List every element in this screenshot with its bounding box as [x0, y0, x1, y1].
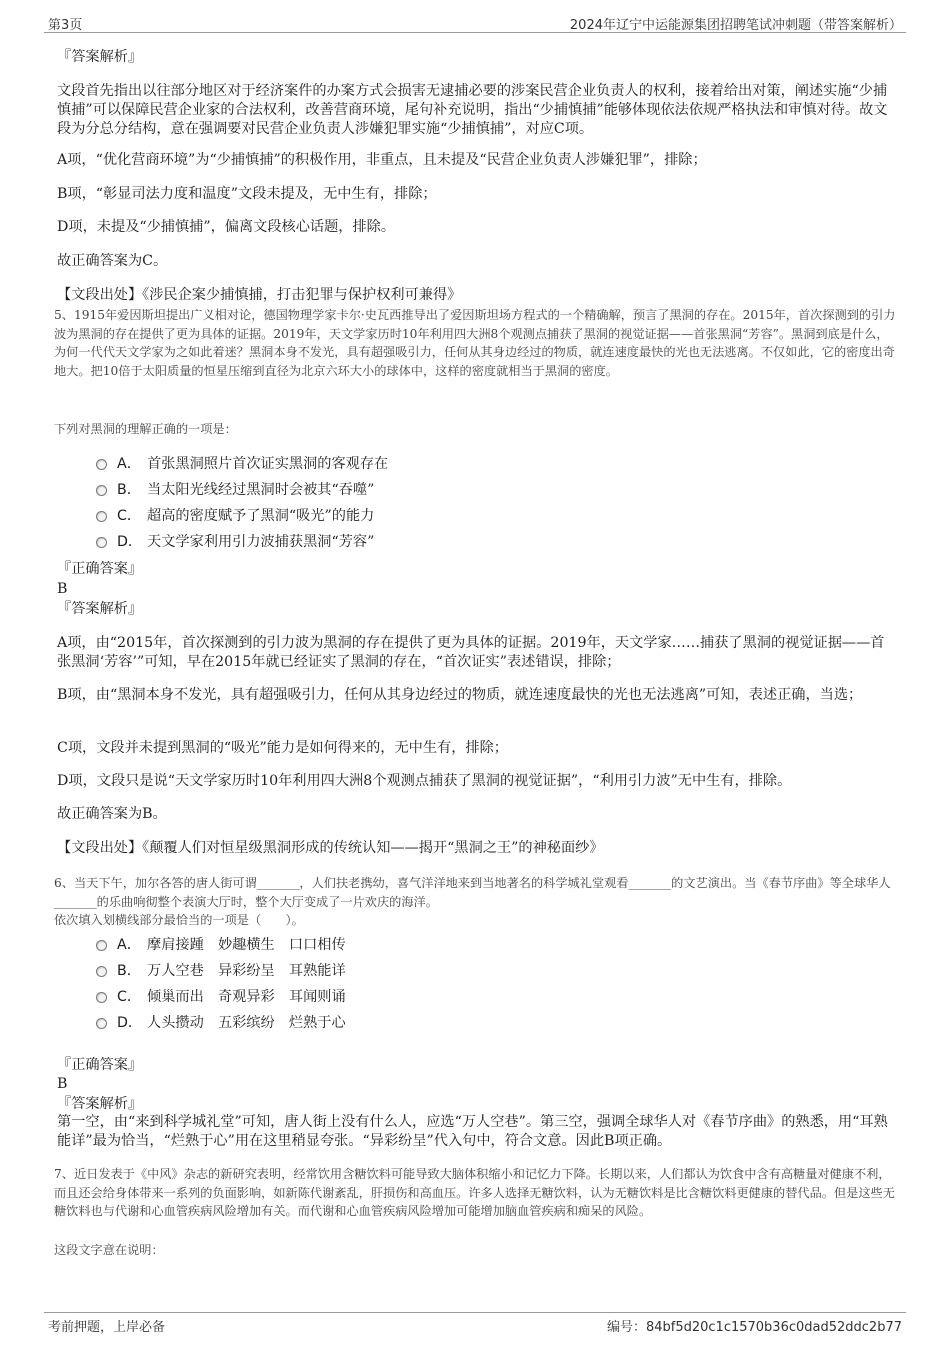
radio-button[interactable]	[96, 537, 107, 548]
page-footer	[44, 1312, 906, 1333]
q6-option-c[interactable]	[96, 986, 346, 1008]
footer-slogan: 考前押题，上岸必备	[48, 1320, 166, 1335]
q4-analysis-option-b: B项，“彰显司法力度和温度”文段未提及，无中生有，排除；	[57, 186, 437, 202]
option-text: 首张黑洞照片首次证实黑洞的客观存在	[147, 456, 389, 472]
radio-button[interactable]	[96, 459, 107, 470]
option-letter: C．	[117, 508, 142, 524]
q6-answer: B	[57, 1076, 68, 1092]
q6-analysis: 第一空，由“来到科学城礼堂”可知，唐人街上没有什么人，应选“万人空巷”。第三空，强调全球华人对《春节序曲》的熟悉，用“耳熟能详”最为恰当，“烂熟于心”用在这里稍显夸张。“异彩纷呈”代入句中，符合文意。因此B项正确。	[57, 1114, 888, 1149]
q6-answer-label: 『正确答案』	[57, 1057, 143, 1073]
q5-option-b[interactable]	[96, 479, 374, 501]
q5-stem: 5、1915年爱因斯坦提出广义相对论，德国物理学家卡尔·史瓦西推导出了爱因斯坦场方程式的一个精确解，预言了黑洞的存在。2015年，首次探测到的引力波为黑洞的存在提供了更为具体的证据。2019年，天文学家历时10年利用四大洲8个观测点捕获了黑洞的视觉证据——首张黑洞“芳容”。黑洞到底是什么，为何一代代天文学家为之如此着迷？黑洞本身不发光，具有超强吸引力，任何从其身边经过的物质，就连速度最快的光也无法逃离。不仅如此，它的密度出奇地大。把10倍于太阳质量的恒星压缩到直径为北京六环大小的球体中，这样的密度就相当于黑洞的密度。	[54, 308, 896, 378]
q6-option-d[interactable]	[96, 1012, 346, 1034]
option-text: 摩肩接踵 妙趣横生 口口相传	[147, 937, 346, 953]
q4-analysis-option-a: A项，“优化营商环境”为“少捕慎捕”的积极作用，非重点，且未提及“民营企业负责人涉嫌犯罪”，排除；	[57, 152, 707, 168]
option-letter: A．	[117, 937, 141, 953]
q5-question: 下列对黑洞的理解正确的一项是：	[54, 422, 237, 436]
radio-button[interactable]	[96, 485, 107, 496]
option-letter: B．	[117, 482, 141, 498]
q7-stem: 7、近日发表于《中风》杂志的新研究表明，经常饮用含糖饮料可能导致大脑体积缩小和记忆力下降。长期以来，人们都认为饮食中含有高糖量对健康不利，而且还会给身体带来一系列的负面影响，如新陈代谢紊乱，肝损伤和高血压。许多人选择无糖饮料，认为无糖饮料是比含糖饮料更健康的替代品。但是这些无糖饮料也与代谢和心血管疾病风险增加有关。而代谢和心血管疾病风险增加可能增加脑血管疾病和痴呆的风险。	[54, 1167, 895, 1218]
radio-button[interactable]	[96, 966, 107, 977]
option-text: 人头攒动 五彩缤纷 烂熟于心	[147, 1015, 346, 1031]
q5-option-c[interactable]	[96, 505, 374, 527]
option-text: 倾巢而出 奇观异彩 耳闻则诵	[147, 989, 346, 1005]
q6-option-a[interactable]	[96, 934, 346, 956]
q4-analysis-option-d: D项，未提及“少捕慎捕”，偏离文段核心话题，排除。	[57, 219, 396, 235]
document-code: 编号：84bf5d20c1c1570b36c0dad52ddc2b77	[606, 1320, 902, 1335]
q5-answer: B	[57, 581, 68, 597]
radio-button[interactable]	[96, 1018, 107, 1029]
option-letter: C．	[117, 989, 142, 1005]
document-title: 2024年辽宁中运能源集团招聘笔试冲刺题（带答案解析）	[569, 18, 902, 33]
option-letter: B．	[117, 963, 141, 979]
q5-conclusion: 故正确答案为B。	[57, 806, 167, 822]
q4-analysis-label: 『答案解析』	[57, 49, 143, 65]
q5-source: 【文段出处】《颠覆人们对恒星级黑洞形成的传统认知——揭开“黑洞之王”的神秘面纱》	[57, 840, 604, 856]
q5-analysis-option-d: D项，文段只是说“天文学家历时10年利用四大洲8个观测点捕获了黑洞的视觉证据”，“利用引力波”无中生有，排除。	[57, 773, 792, 789]
option-letter: D．	[117, 534, 143, 550]
q5-analysis-option-a: A项，由“2015年，首次探测到的引力波为黑洞的存在提供了更为具体的证据。2019年，天文学家……捕获了黑洞的视觉证据——首张黑洞‘芳容’”可知，早在2015年就已经证实了黑洞的存在，“首次证实”表述错误，排除；	[57, 635, 885, 670]
option-text: 万人空巷 异彩纷呈 耳熟能详	[147, 963, 346, 979]
radio-button[interactable]	[96, 511, 107, 522]
option-text: 天文学家利用引力波捕获黑洞“芳容”	[147, 534, 375, 550]
q5-answer-label: 『正确答案』	[57, 561, 143, 577]
q5-analysis-option-c: C项，文段并未提到黑洞的“吸光”能力是如何得来的，无中生有，排除；	[57, 740, 508, 756]
q6-analysis-label: 『答案解析』	[57, 1096, 143, 1112]
page-header	[44, 12, 906, 33]
q4-conclusion: 故正确答案为C。	[57, 253, 168, 269]
option-text: 当太阳光线经过黑洞时会被其“吞噬”	[147, 482, 375, 498]
page-number: 第3页	[48, 18, 83, 33]
q6-option-b[interactable]	[96, 960, 346, 982]
q5-analysis-label: 『答案解析』	[57, 601, 143, 617]
option-text: 超高的密度赋予了黑洞“吸光”的能力	[147, 508, 375, 524]
q5-analysis-option-b: B项，由“黑洞本身不发光，具有超强吸引力，任何从其身边经过的物质，就连速度最快的光也无法逃离”可知，表述正确，当选；	[57, 687, 863, 703]
q7-question: 这段文字意在说明：	[54, 1243, 164, 1257]
radio-button[interactable]	[96, 992, 107, 1003]
q4-analysis-paragraph: 文段首先指出以往部分地区对于经济案件的办案方式会损害无逮捕必要的涉案民营企业负责人的权利，接着给出对策，阐述实施“少捕慎捕”可以保障民营企业家的合法权利，改善营商环境，尾句补充说明，指出“少捕慎捕”能够体现依法依规严格执法和审慎对待。故文段为分总分结构，意在强调要对民营企业负责人涉嫌犯罪实施“少捕慎捕”，对应C项。	[57, 83, 888, 137]
q6-stem: 6、当天下午，加尔各答的唐人街可谓_______，人们扶老携幼，喜气洋洋地来到当地著名的科学城礼堂观看_______的文艺演出。当《春节序曲》等全球华人_______的乐曲响彻整个表演大厅时，整个大厅变成了一片欢庆的海洋。	[54, 876, 891, 909]
option-letter: D．	[117, 1015, 143, 1031]
q6-question: 依次填入划横线部分最恰当的一项是（ ）。	[54, 913, 304, 927]
q5-option-d[interactable]	[96, 531, 374, 553]
radio-button[interactable]	[96, 940, 107, 951]
q4-source: 【文段出处】《涉民企案少捕慎捕，打击犯罪与保护权利可兼得》	[57, 287, 462, 303]
option-letter: A．	[117, 456, 141, 472]
q5-option-a[interactable]	[96, 453, 388, 475]
